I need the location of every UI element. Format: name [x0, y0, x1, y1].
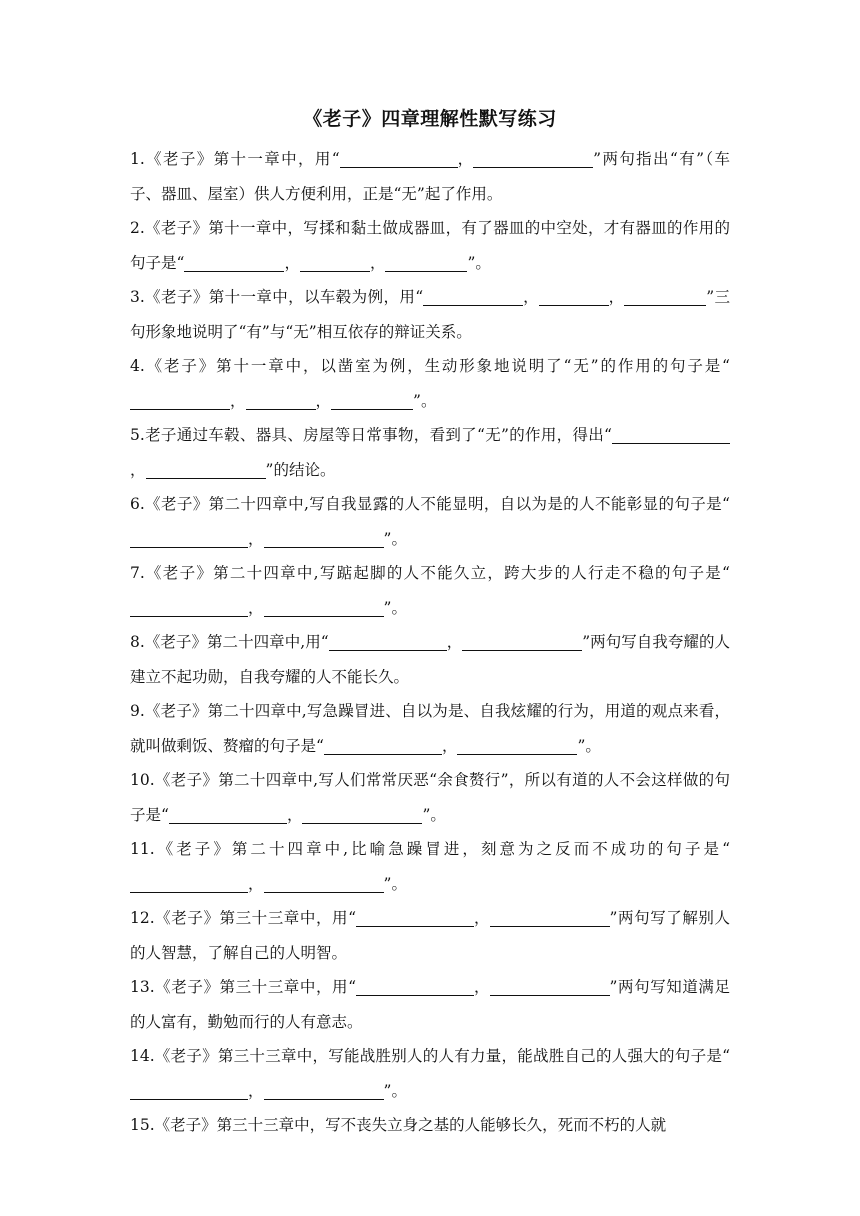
question-text-end: ”两句写了解别人的人智慧，了解自己的人明智。: [130, 909, 730, 962]
question-text: 4.《老子》第十一章中，以凿室为例，生动形象地说明了“无”的作用的句子是“: [130, 357, 730, 375]
question-text: 9.《老子》第二十四章中,写急躁冒进、自以为是、自我炫耀的行为，用道的观点来看，就叫做剩饭、赘瘤的句子是“: [130, 702, 730, 755]
blank-separator: ，: [315, 391, 332, 410]
blank-separator: ，: [130, 460, 146, 479]
answer-blank[interactable]: [264, 872, 384, 893]
answer-blank[interactable]: [473, 147, 593, 168]
question-3: [130, 280, 730, 349]
question-1: [130, 142, 730, 211]
question-11: [130, 832, 730, 901]
question-text-end: ”。: [577, 736, 601, 755]
blank-separator: ，: [446, 633, 463, 651]
answer-blank[interactable]: [146, 458, 266, 479]
question-text: 1.《老子》第十一章中，用“: [130, 150, 340, 168]
answer-blank[interactable]: [331, 389, 413, 410]
answer-blank[interactable]: [356, 906, 474, 927]
question-text: 15.《老子》第三十三章中，写不丧失立身之基的人能够长久，死而不朽的人就: [130, 1116, 667, 1134]
question-text-end: ”。: [383, 598, 407, 617]
question-text: 13.《老子》第三十三章中，用“: [130, 978, 357, 996]
answer-blank[interactable]: [300, 251, 370, 272]
question-text: 10.《老子》第二十四章中,写人们常常厌恶“余食赘行”，所以有道的人不会这样做的句子是“: [130, 771, 730, 824]
answer-blank[interactable]: [490, 975, 610, 996]
answer-blank[interactable]: [130, 1079, 248, 1100]
blank-separator: ，: [286, 805, 303, 824]
answer-blank[interactable]: [539, 285, 609, 306]
question-text-end: ”三句形象地说明了“有”与“无”相互依存的辩证关系。: [130, 288, 730, 341]
question-10: [130, 763, 730, 832]
question-9: [130, 694, 730, 763]
blank-separator: ，: [284, 253, 300, 272]
answer-blank[interactable]: [624, 285, 706, 306]
question-4: [130, 349, 730, 418]
question-5: [130, 418, 730, 487]
question-text: 11.《老子》第二十四章中,比喻急躁冒进，刻意为之反而不成功的句子是“: [130, 840, 730, 858]
question-text: 6.《老子》第二十四章中,写自我显露的人不能显明，自以为是的人不能彰显的句子是“: [130, 495, 730, 513]
question-text-end: ”。: [383, 874, 407, 893]
blank-separator: ，: [474, 978, 490, 996]
answer-blank[interactable]: [184, 251, 284, 272]
question-list: [130, 142, 730, 1143]
blank-separator: ，: [248, 874, 264, 893]
blank-separator: ，: [441, 736, 458, 755]
question-text-end: ”两句指出“有”（车子、器皿、屋室）供人方便利用，正是“无”起了作用。: [130, 150, 730, 203]
question-13: [130, 970, 730, 1039]
question-text: 7.《老子》第二十四章中,写踮起脚的人不能久立，跨大步的人行走不稳的句子是“: [130, 564, 730, 582]
answer-blank[interactable]: [264, 1079, 384, 1100]
blank-separator: ，: [608, 288, 625, 306]
document-title: 《老子》四章理解性默写练习: [303, 108, 557, 130]
question-text-end: ”。: [467, 253, 491, 272]
answer-blank[interactable]: [612, 423, 730, 444]
answer-blank[interactable]: [324, 734, 442, 755]
question-8: [130, 625, 730, 694]
blank-separator: ，: [457, 150, 474, 168]
blank-separator: ，: [248, 1081, 264, 1100]
question-text: 3.《老子》第十一章中，以车毂为例，用“: [130, 288, 424, 306]
blank-separator: ，: [523, 288, 539, 306]
question-text: 8.《老子》第二十四章中,用“: [130, 633, 329, 651]
question-7: [130, 556, 730, 625]
answer-blank[interactable]: [423, 285, 523, 306]
answer-blank[interactable]: [385, 251, 467, 272]
answer-blank[interactable]: [130, 596, 248, 617]
answer-blank[interactable]: [264, 596, 384, 617]
answer-blank[interactable]: [169, 803, 287, 824]
question-text-end: ”。: [422, 805, 446, 824]
answer-blank[interactable]: [130, 527, 248, 548]
answer-blank[interactable]: [130, 389, 230, 410]
answer-blank[interactable]: [462, 630, 582, 651]
blank-separator: ，: [248, 529, 264, 548]
question-text: 2.《老子》第十一章中，写揉和黏土做成器皿，有了器皿的中空处，才有器皿的作用的句子是“: [130, 219, 730, 272]
question-text-end: ”两句写知道满足的人富有，勤勉而行的人有意志。: [130, 978, 730, 1031]
question-14: [130, 1039, 730, 1108]
answer-blank[interactable]: [340, 147, 458, 168]
question-2: [130, 211, 730, 280]
blank-separator: ，: [248, 598, 264, 617]
question-text-end: ”两句写自我夸耀的人建立不起功勋，自我夸耀的人不能长久。: [130, 633, 730, 686]
answer-blank[interactable]: [302, 803, 422, 824]
question-6: [130, 487, 730, 556]
question-text-end: ”的结论。: [265, 460, 336, 479]
question-15: [130, 1108, 730, 1143]
question-text: 5.老子通过车毂、器具、房屋等日常事物，看到了“无”的作用，得出“: [130, 426, 612, 444]
blank-separator: ，: [369, 253, 386, 272]
question-text: 14.《老子》第三十三章中，写能战胜别人的人有力量，能战胜自己的人强大的句子是“: [130, 1047, 730, 1065]
answer-blank[interactable]: [246, 389, 316, 410]
answer-blank[interactable]: [490, 906, 610, 927]
answer-blank[interactable]: [356, 975, 474, 996]
answer-blank[interactable]: [329, 630, 447, 651]
question-text-end: ”。: [413, 391, 437, 410]
blank-separator: ，: [230, 391, 246, 410]
answer-blank[interactable]: [130, 872, 248, 893]
blank-separator: ，: [474, 909, 490, 927]
question-text-end: ”。: [383, 1081, 407, 1100]
question-text: 12.《老子》第三十三章中，用“: [130, 909, 357, 927]
answer-blank[interactable]: [457, 734, 577, 755]
question-text-end: ”。: [383, 529, 407, 548]
question-12: [130, 901, 730, 970]
answer-blank[interactable]: [264, 527, 384, 548]
